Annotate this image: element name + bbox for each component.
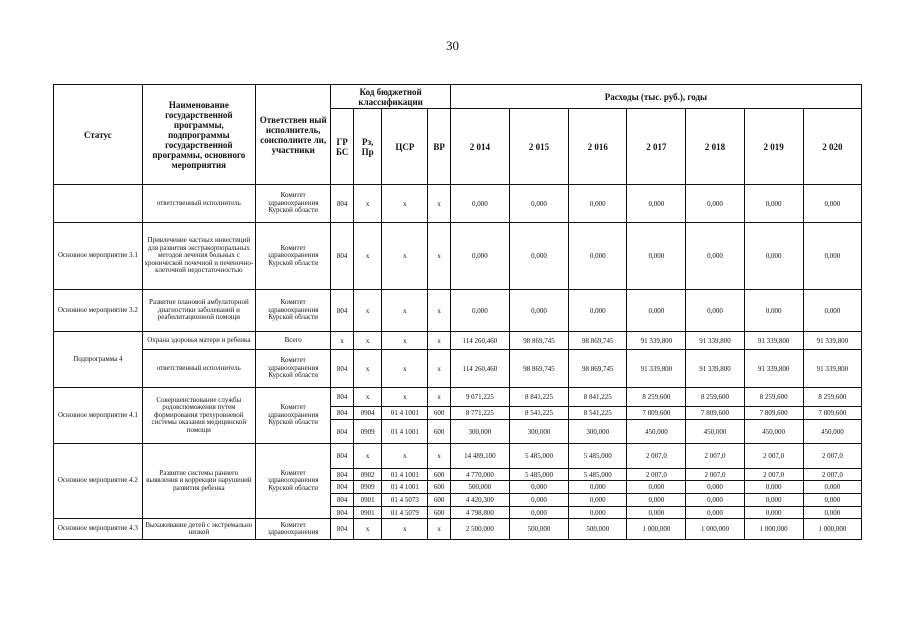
value-cell: 0,000 <box>803 223 861 290</box>
status-cell: Основное мероприятие 4.2 <box>54 444 143 519</box>
value-cell: 0,000 <box>803 481 861 494</box>
header-year: 2 014 <box>450 109 509 185</box>
value-cell: 91 339,800 <box>686 350 744 388</box>
value-cell: 0,000 <box>627 494 686 507</box>
value-cell: 2 007,0 <box>686 469 744 481</box>
value-cell: 500,000 <box>569 519 627 540</box>
value-cell: 450,000 <box>627 420 686 444</box>
vr-cell: 600 <box>428 481 450 494</box>
value-cell: 2 007,0 <box>744 469 803 481</box>
value-cell: 0,000 <box>686 507 744 519</box>
table-row <box>54 444 862 469</box>
csr-cell: 01 4 1001 <box>382 469 428 481</box>
value-cell: 91 339,800 <box>803 332 861 350</box>
value-cell: 8 541,225 <box>569 407 627 420</box>
value-cell: 98 869,745 <box>509 350 568 388</box>
value-cell: 0,000 <box>686 185 744 223</box>
value-cell: 300,000 <box>450 420 509 444</box>
value-cell: 2 007,0 <box>627 444 686 469</box>
value-cell: 0,000 <box>744 290 803 332</box>
header-executor: Ответствен ный исполнитель, соисполните ли, участники <box>255 85 330 185</box>
value-cell: 500,000 <box>450 481 509 494</box>
value-cell: 0,000 <box>509 223 568 290</box>
value-cell: 1 000,000 <box>627 519 686 540</box>
csr-cell: 01 4 1001 <box>382 481 428 494</box>
status-cell: Основное мероприятие 3.1 <box>54 223 143 290</box>
value-cell: 1 000,000 <box>803 519 861 540</box>
value-cell: 8 259,600 <box>803 388 861 407</box>
rzpr-cell: х <box>353 185 382 223</box>
value-cell: 5 485,000 <box>569 444 627 469</box>
value-cell: 0,000 <box>744 507 803 519</box>
program-name-cell: Совершенствование службы родовспоможения путем формирования трехуровневой системы оказания медицинской помощи <box>142 388 255 444</box>
rzpr-cell: 0901 <box>353 494 382 507</box>
header-budget-code: Код бюджетной классификации <box>331 85 450 109</box>
value-cell: 8 841,225 <box>509 388 568 407</box>
header-status: Статус <box>54 85 143 185</box>
program-name-cell: ответственный исполнитель <box>142 350 255 388</box>
value-cell: 1 000,000 <box>686 519 744 540</box>
vr-cell: х <box>428 332 450 350</box>
rzpr-cell: х <box>353 332 382 350</box>
value-cell: 0,000 <box>509 507 568 519</box>
table-row <box>54 388 862 407</box>
header-year: 2 018 <box>686 109 744 185</box>
grbs-cell: 804 <box>331 507 353 519</box>
header-year: 2 017 <box>627 109 686 185</box>
value-cell: 0,000 <box>509 290 568 332</box>
value-cell: 0,000 <box>509 481 568 494</box>
header-program-name: Наименование государственной программы, подпрограммы государственной программы, основного мероприятия <box>142 85 255 185</box>
value-cell: 0,000 <box>569 185 627 223</box>
header-vr: ВР <box>428 109 450 185</box>
header-expenses: Расходы (тыс. руб.), годы <box>450 85 861 109</box>
status-cell: Основное мероприятие 4.3 <box>54 519 143 540</box>
grbs-cell: 804 <box>331 388 353 407</box>
value-cell: 5 485,000 <box>509 469 568 481</box>
value-cell: 8 259,600 <box>627 388 686 407</box>
csr-cell: х <box>382 388 428 407</box>
value-cell: 8 541,225 <box>509 407 568 420</box>
value-cell: 0,000 <box>744 481 803 494</box>
vr-cell: х <box>428 388 450 407</box>
grbs-cell: 804 <box>331 481 353 494</box>
csr-cell: х <box>382 290 428 332</box>
value-cell: 14 489,100 <box>450 444 509 469</box>
program-name-cell: Выхаживание детей с экстремально низкой <box>142 519 255 540</box>
csr-cell: х <box>382 350 428 388</box>
value-cell: 2 007,0 <box>803 469 861 481</box>
grbs-cell: 804 <box>331 469 353 481</box>
table-row <box>54 185 862 223</box>
value-cell: 1 000,000 <box>744 519 803 540</box>
value-cell: 91 339,800 <box>744 332 803 350</box>
program-name-cell: Привлечение частных инвестиций для развития экстракорпоральных методов лечения больных с хронической почечной и печеночно-клеточной недостаточностью <box>142 223 255 290</box>
header-year: 2 019 <box>744 109 803 185</box>
value-cell: 9 071,225 <box>450 388 509 407</box>
rzpr-cell: 0902 <box>353 469 382 481</box>
csr-cell: 01 4 5079 <box>382 507 428 519</box>
executor-cell: Комитет здравоохранения Курской области <box>255 290 330 332</box>
value-cell: 98 869,745 <box>509 332 568 350</box>
grbs-cell: 804 <box>331 444 353 469</box>
executor-cell: Комитет здравоохранения Курской области <box>255 185 330 223</box>
value-cell: 7 809,600 <box>627 407 686 420</box>
header-rzpr: Рз, Пр <box>353 109 382 185</box>
value-cell: 0,000 <box>744 494 803 507</box>
value-cell: 7 809,600 <box>744 407 803 420</box>
budget-table <box>53 84 862 540</box>
grbs-cell: х <box>331 332 353 350</box>
value-cell: 0,000 <box>686 290 744 332</box>
value-cell: 0,000 <box>627 507 686 519</box>
value-cell: 114 260,460 <box>450 332 509 350</box>
value-cell: 0,000 <box>686 494 744 507</box>
value-cell: 2 500,000 <box>450 519 509 540</box>
value-cell: 450,000 <box>686 420 744 444</box>
value-cell: 8 841,225 <box>569 388 627 407</box>
value-cell: 0,000 <box>450 223 509 290</box>
value-cell: 4 770,000 <box>450 469 509 481</box>
value-cell: 0,000 <box>803 185 861 223</box>
value-cell: 0,000 <box>569 494 627 507</box>
header-year: 2 015 <box>509 109 568 185</box>
value-cell: 98 869,745 <box>569 332 627 350</box>
value-cell: 91 339,800 <box>627 332 686 350</box>
table-row <box>54 519 862 540</box>
grbs-cell: 804 <box>331 350 353 388</box>
rzpr-cell: 0909 <box>353 481 382 494</box>
rzpr-cell: 0909 <box>353 420 382 444</box>
vr-cell: х <box>428 444 450 469</box>
program-name-cell: ответственный исполнитель <box>142 185 255 223</box>
value-cell: 91 339,800 <box>744 350 803 388</box>
executor-cell: Комитет здравоохранения <box>255 519 330 540</box>
value-cell: 0,000 <box>569 507 627 519</box>
csr-cell: х <box>382 185 428 223</box>
value-cell: 0,000 <box>803 507 861 519</box>
status-cell: Подпрограмма 4 <box>54 332 143 388</box>
value-cell: 0,000 <box>803 494 861 507</box>
table-row <box>54 332 862 350</box>
value-cell: 4 420,300 <box>450 494 509 507</box>
header-csr: ЦСР <box>382 109 428 185</box>
value-cell: 2 007,0 <box>744 444 803 469</box>
value-cell: 0,000 <box>450 290 509 332</box>
vr-cell: 600 <box>428 494 450 507</box>
value-cell: 0,000 <box>569 290 627 332</box>
value-cell: 4 798,800 <box>450 507 509 519</box>
value-cell: 300,000 <box>569 420 627 444</box>
grbs-cell: 804 <box>331 223 353 290</box>
csr-cell: 01 4 5073 <box>382 494 428 507</box>
value-cell: 8 259,600 <box>686 388 744 407</box>
value-cell: 0,000 <box>744 185 803 223</box>
csr-cell: х <box>382 519 428 540</box>
value-cell: 0,000 <box>803 290 861 332</box>
table-row <box>54 350 862 388</box>
rzpr-cell: х <box>353 223 382 290</box>
rzpr-cell: х <box>353 388 382 407</box>
rzpr-cell: х <box>353 519 382 540</box>
status-cell: Основное мероприятие 3.2 <box>54 290 143 332</box>
value-cell: 2 007,0 <box>686 444 744 469</box>
grbs-cell: 804 <box>331 420 353 444</box>
executor-cell: Комитет здравоохранения Курской области <box>255 223 330 290</box>
vr-cell: х <box>428 290 450 332</box>
value-cell: 5 485,000 <box>509 444 568 469</box>
rzpr-cell: 0901 <box>353 507 382 519</box>
value-cell: 0,000 <box>686 481 744 494</box>
value-cell: 8 259,600 <box>744 388 803 407</box>
value-cell: 500,000 <box>509 519 568 540</box>
value-cell: 0,000 <box>509 185 568 223</box>
grbs-cell: 804 <box>331 290 353 332</box>
program-name-cell: Развитие системы раннего выявления и коррекции нарушений развития ребенка <box>142 444 255 519</box>
header-year: 2 016 <box>569 109 627 185</box>
status-cell: Основное мероприятие 4.1 <box>54 388 143 444</box>
value-cell: 0,000 <box>686 223 744 290</box>
value-cell: 0,000 <box>627 223 686 290</box>
value-cell: 0,000 <box>627 185 686 223</box>
csr-cell: х <box>382 444 428 469</box>
rzpr-cell: х <box>353 444 382 469</box>
rzpr-cell: х <box>353 350 382 388</box>
executor-cell: Комитет здравоохранения Курской области <box>255 350 330 388</box>
csr-cell: 01 4 1001 <box>382 407 428 420</box>
value-cell: 450,000 <box>803 420 861 444</box>
value-cell: 98 869,745 <box>569 350 627 388</box>
vr-cell: х <box>428 519 450 540</box>
page-number: 30 <box>446 38 459 53</box>
vr-cell: 600 <box>428 407 450 420</box>
grbs-cell: 804 <box>331 494 353 507</box>
value-cell: 91 339,800 <box>686 332 744 350</box>
value-cell: 300,000 <box>509 420 568 444</box>
value-cell: 7 809,600 <box>686 407 744 420</box>
value-cell: 91 339,800 <box>627 350 686 388</box>
vr-cell: х <box>428 350 450 388</box>
vr-cell: 600 <box>428 469 450 481</box>
table-row <box>54 290 862 332</box>
value-cell: 0,000 <box>627 481 686 494</box>
value-cell: 0,000 <box>627 290 686 332</box>
value-cell: 0,000 <box>569 223 627 290</box>
grbs-cell: 804 <box>331 407 353 420</box>
header-year: 2 020 <box>803 109 861 185</box>
value-cell: 2 007,0 <box>627 469 686 481</box>
vr-cell: 600 <box>428 507 450 519</box>
executor-cell: Комитет здравоохранения Курской области <box>255 444 330 519</box>
table-row <box>54 223 862 290</box>
rzpr-cell: х <box>353 290 382 332</box>
value-cell: 0,000 <box>569 481 627 494</box>
header-grbs: ГР БС <box>331 109 353 185</box>
rzpr-cell: 0904 <box>353 407 382 420</box>
executor-cell: Всего <box>255 332 330 350</box>
value-cell: 2 007,0 <box>803 444 861 469</box>
csr-cell: х <box>382 332 428 350</box>
program-name-cell: Развитие плановой амбулаторной диагностики заболеваний и реабилитационной помощи <box>142 290 255 332</box>
csr-cell: х <box>382 223 428 290</box>
grbs-cell: 804 <box>331 185 353 223</box>
value-cell: 0,000 <box>509 494 568 507</box>
vr-cell: 600 <box>428 420 450 444</box>
program-name-cell: Охрана здоровья матери и ребенка <box>142 332 255 350</box>
grbs-cell: 804 <box>331 519 353 540</box>
value-cell: 450,000 <box>744 420 803 444</box>
value-cell: 0,000 <box>450 185 509 223</box>
value-cell: 7 809,600 <box>803 407 861 420</box>
value-cell: 91 339,800 <box>803 350 861 388</box>
value-cell: 114 260,460 <box>450 350 509 388</box>
vr-cell: х <box>428 185 450 223</box>
status-cell <box>54 185 143 223</box>
executor-cell: Комитет здравоохранения Курской области <box>255 388 330 444</box>
value-cell: 8 771,225 <box>450 407 509 420</box>
vr-cell: х <box>428 223 450 290</box>
value-cell: 5 485,000 <box>569 469 627 481</box>
csr-cell: 01 4 1001 <box>382 420 428 444</box>
value-cell: 0,000 <box>744 223 803 290</box>
